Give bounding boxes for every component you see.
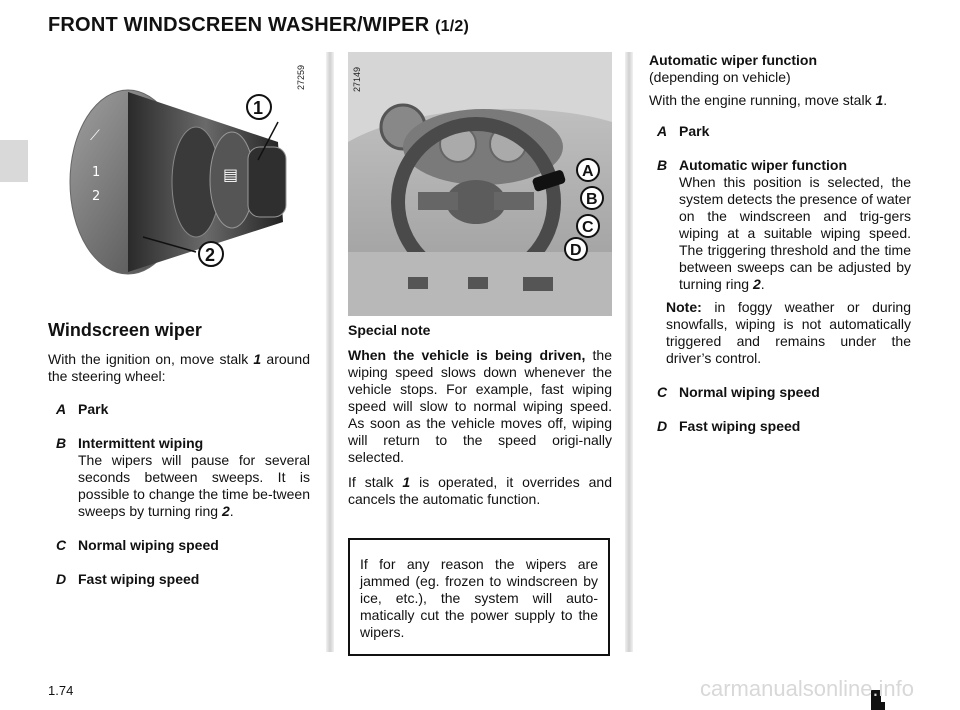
- engine-paragraph: With the engine running, move stalk 1.: [649, 92, 888, 108]
- footer-mark-small: [881, 702, 885, 710]
- page-number: 1.74: [48, 683, 74, 698]
- col1-intro: With the ignition on, move stalk 1 around the steering wheel:: [48, 351, 310, 384]
- list-item: D Fast wiping speed: [657, 418, 801, 434]
- callout-2-label: 2: [205, 245, 216, 265]
- callout-a: [577, 159, 599, 181]
- wiper-stalk-illustration: [48, 52, 318, 322]
- windscreen-wiper-heading: Windscreen wiper: [48, 320, 202, 340]
- svg-text:1: 1: [92, 165, 101, 180]
- column-2: [348, 322, 612, 516]
- callout-c: [577, 215, 599, 237]
- list-item: B Automatic wiper function When this position is selected, the system detects the presence of water on the windscreen and trig-gers wiping at a suitable wiping speed. The triggering threshold and the time between sweeps can be adjusted by turning ring 2.: [657, 157, 911, 292]
- svg-text:⟋: ⟋: [90, 128, 100, 144]
- override-paragraph: If stalk 1 is operated, it overrides and cancels the automatic function.: [348, 474, 612, 507]
- foggy-note: Note: in foggy weather or during snowfalls, wiping is not automatically triggered and remains under the driver’s control.: [666, 299, 911, 366]
- callout-b-label: B: [586, 191, 598, 208]
- column-divider-1: [326, 52, 334, 652]
- list-item: B Intermittent wiping The wipers will pause for several seconds between sweeps. It is possible to change the time be-tween sweeps by turning ring 2.: [56, 435, 310, 519]
- column-1: [48, 322, 310, 605]
- svg-text:2: 2: [92, 189, 101, 204]
- callout-2: [199, 242, 223, 266]
- figure1-id: 27259: [296, 64, 306, 90]
- list-item: C Normal wiping speed: [657, 384, 820, 400]
- list-item: C Normal wiping speed: [56, 537, 219, 553]
- list-item: A Park: [657, 123, 710, 139]
- section-tab: [0, 140, 28, 182]
- callout-1-label: 1: [253, 98, 264, 118]
- jammed-wipers-note: If for any reason the wipers are jammed (eg. frozen to windscreen by ice, etc.), the system will auto-matically cut the power supply to the wipers.: [348, 538, 610, 656]
- column-divider-2: [625, 52, 633, 652]
- page-title: FRONT WINDSCREEN WASHER/WIPER (1/2): [48, 14, 470, 36]
- special-note-title: Special note: [348, 322, 431, 338]
- callout-d-label: D: [570, 242, 582, 259]
- callout-1: [247, 95, 271, 119]
- auto-wiper-heading: Automatic wiper function (depending on vehicle): [649, 52, 817, 85]
- dashboard-illustration: [348, 52, 612, 316]
- svg-text:▤: ▤: [223, 165, 239, 184]
- callout-a-label: A: [582, 163, 594, 180]
- list-item: A Park: [56, 401, 109, 417]
- callout-d: [565, 238, 587, 260]
- figure2-id: 27149: [352, 66, 362, 92]
- column-3: [649, 52, 911, 452]
- callout-b: [581, 187, 603, 209]
- list-item: D Fast wiping speed: [56, 571, 200, 587]
- callout-c-label: C: [582, 219, 594, 236]
- watermark: carmanualsonline.info: [700, 676, 915, 701]
- driven-paragraph: When the vehicle is being driven, the wiping speed slows down whenever the vehicle stops. For example, fast wiping speed will slow to normal wiping speed. As soon as the vehicle moves off, wiping will return to the speed origi-nally selected.: [348, 347, 612, 465]
